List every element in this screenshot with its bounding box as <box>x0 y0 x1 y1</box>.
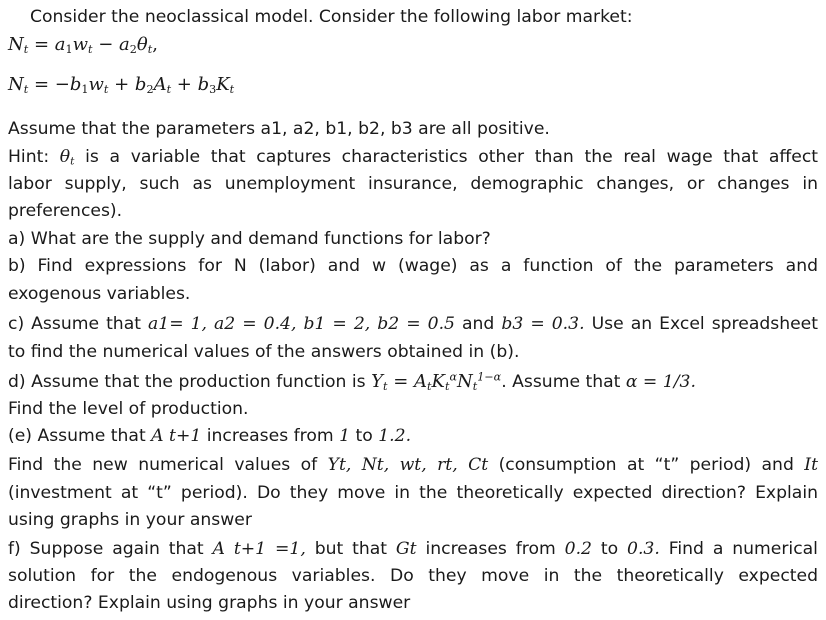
question-e-line-2-prefix: Find the new numerical values of <box>8 455 318 475</box>
endogenous-vars: Yt, Nt, wt, rt, Ct <box>327 455 489 475</box>
investment-var: It <box>804 455 818 475</box>
hint-line-3: preferences). <box>8 201 123 221</box>
labor-supply-equation: $N_t = a_1w_t - a_2\theta_t$, <box>8 34 158 56</box>
question-c-prefix: c) Assume that <box>8 314 141 334</box>
from-value: 1 <box>339 426 351 446</box>
to-word: to <box>355 426 373 446</box>
parameter-values: a1= 1, a2 = 0.4, b1 = 2, b2 = 0.5 <box>148 314 455 334</box>
question-d-prefix: d) Assume that the production function is <box>8 372 366 392</box>
from-value-f: 0.2 <box>564 539 592 559</box>
question-c-line-1 <box>8 311 818 338</box>
labor-demand-equation: $N_t = -b_1w_t + b_2A_t + b_3K_t$ <box>8 74 235 96</box>
to-value-f: 0.3. <box>627 539 660 559</box>
hint-prefix: Hint: <box>8 147 50 167</box>
question-b-line-1: b) Find expressions for N (labor) and w (wage) as a function of the parameters and <box>8 256 818 276</box>
question-d-mid: . Assume that <box>501 372 621 392</box>
question-a: a) What are the supply and demand functions for labor? <box>8 229 491 249</box>
gt-var: Gt <box>395 539 417 559</box>
question-f-prefix: f) Suppose again that <box>8 539 204 559</box>
but-that: but that <box>314 539 388 559</box>
increases-word-f: increases from <box>425 539 556 559</box>
question-f-line-1 <box>8 536 818 563</box>
hint-line-2: labor supply, such as unemployment insurance, demographic changes, or changes in <box>8 174 818 194</box>
question-d-line-1 <box>8 368 818 396</box>
hint-line-1 <box>8 144 818 171</box>
hint-line-1-rest: is a variable that captures characteristics other than the real wage that affect <box>85 147 819 167</box>
assumption-text: Assume that the parameters a1, a2, b1, b2, b3 are all positive. <box>8 119 550 139</box>
question-e-line-3: (investment at “t” period). Do they move in the theoretically expected direction? Explain <box>8 483 818 503</box>
question-f-suffix: Find a numerical <box>668 539 818 559</box>
question-f-line-2: solution for the endogenous variables. Do they move in the theoretically expected <box>8 566 818 586</box>
question-b-line-2: exogenous variables. <box>8 284 191 304</box>
intro-text: Consider the neoclassical model. Consider the following labor market: <box>30 7 633 27</box>
question-c-line-2: to find the numerical values of the answers obtained in (b). <box>8 342 520 362</box>
a-t-plus-1: A t+1 <box>151 426 202 446</box>
question-e-line-4: using graphs in your answer <box>8 510 252 530</box>
a-t-plus-1-eq: A t+1 =1, <box>212 539 306 559</box>
to-value: 1.2. <box>378 426 412 446</box>
question-e-line-2-mid: (consumption at “t” period) and <box>498 455 794 475</box>
question-e-prefix: (e) Assume that <box>8 426 146 446</box>
theta-symbol: $\theta_t$ <box>59 147 75 168</box>
increases-word: increases from <box>206 426 334 446</box>
question-d-line-2: Find the level of production. <box>8 399 249 419</box>
question-c-suffix: Use an Excel spreadsheet <box>591 314 818 334</box>
b3-value: b3 = 0.3. <box>501 314 585 334</box>
question-e-line-2 <box>8 452 818 479</box>
and-word: and <box>462 314 495 334</box>
question-e-line-1 <box>8 423 818 450</box>
to-word-f: to <box>600 539 619 559</box>
question-f-line-3: direction? Explain using graphs in your answer <box>8 593 411 613</box>
production-function: $Y_t = A_tK_t^\alpha N_t^{1-\alpha}$ <box>371 370 502 393</box>
alpha-value: α = 1/3. <box>625 372 696 392</box>
